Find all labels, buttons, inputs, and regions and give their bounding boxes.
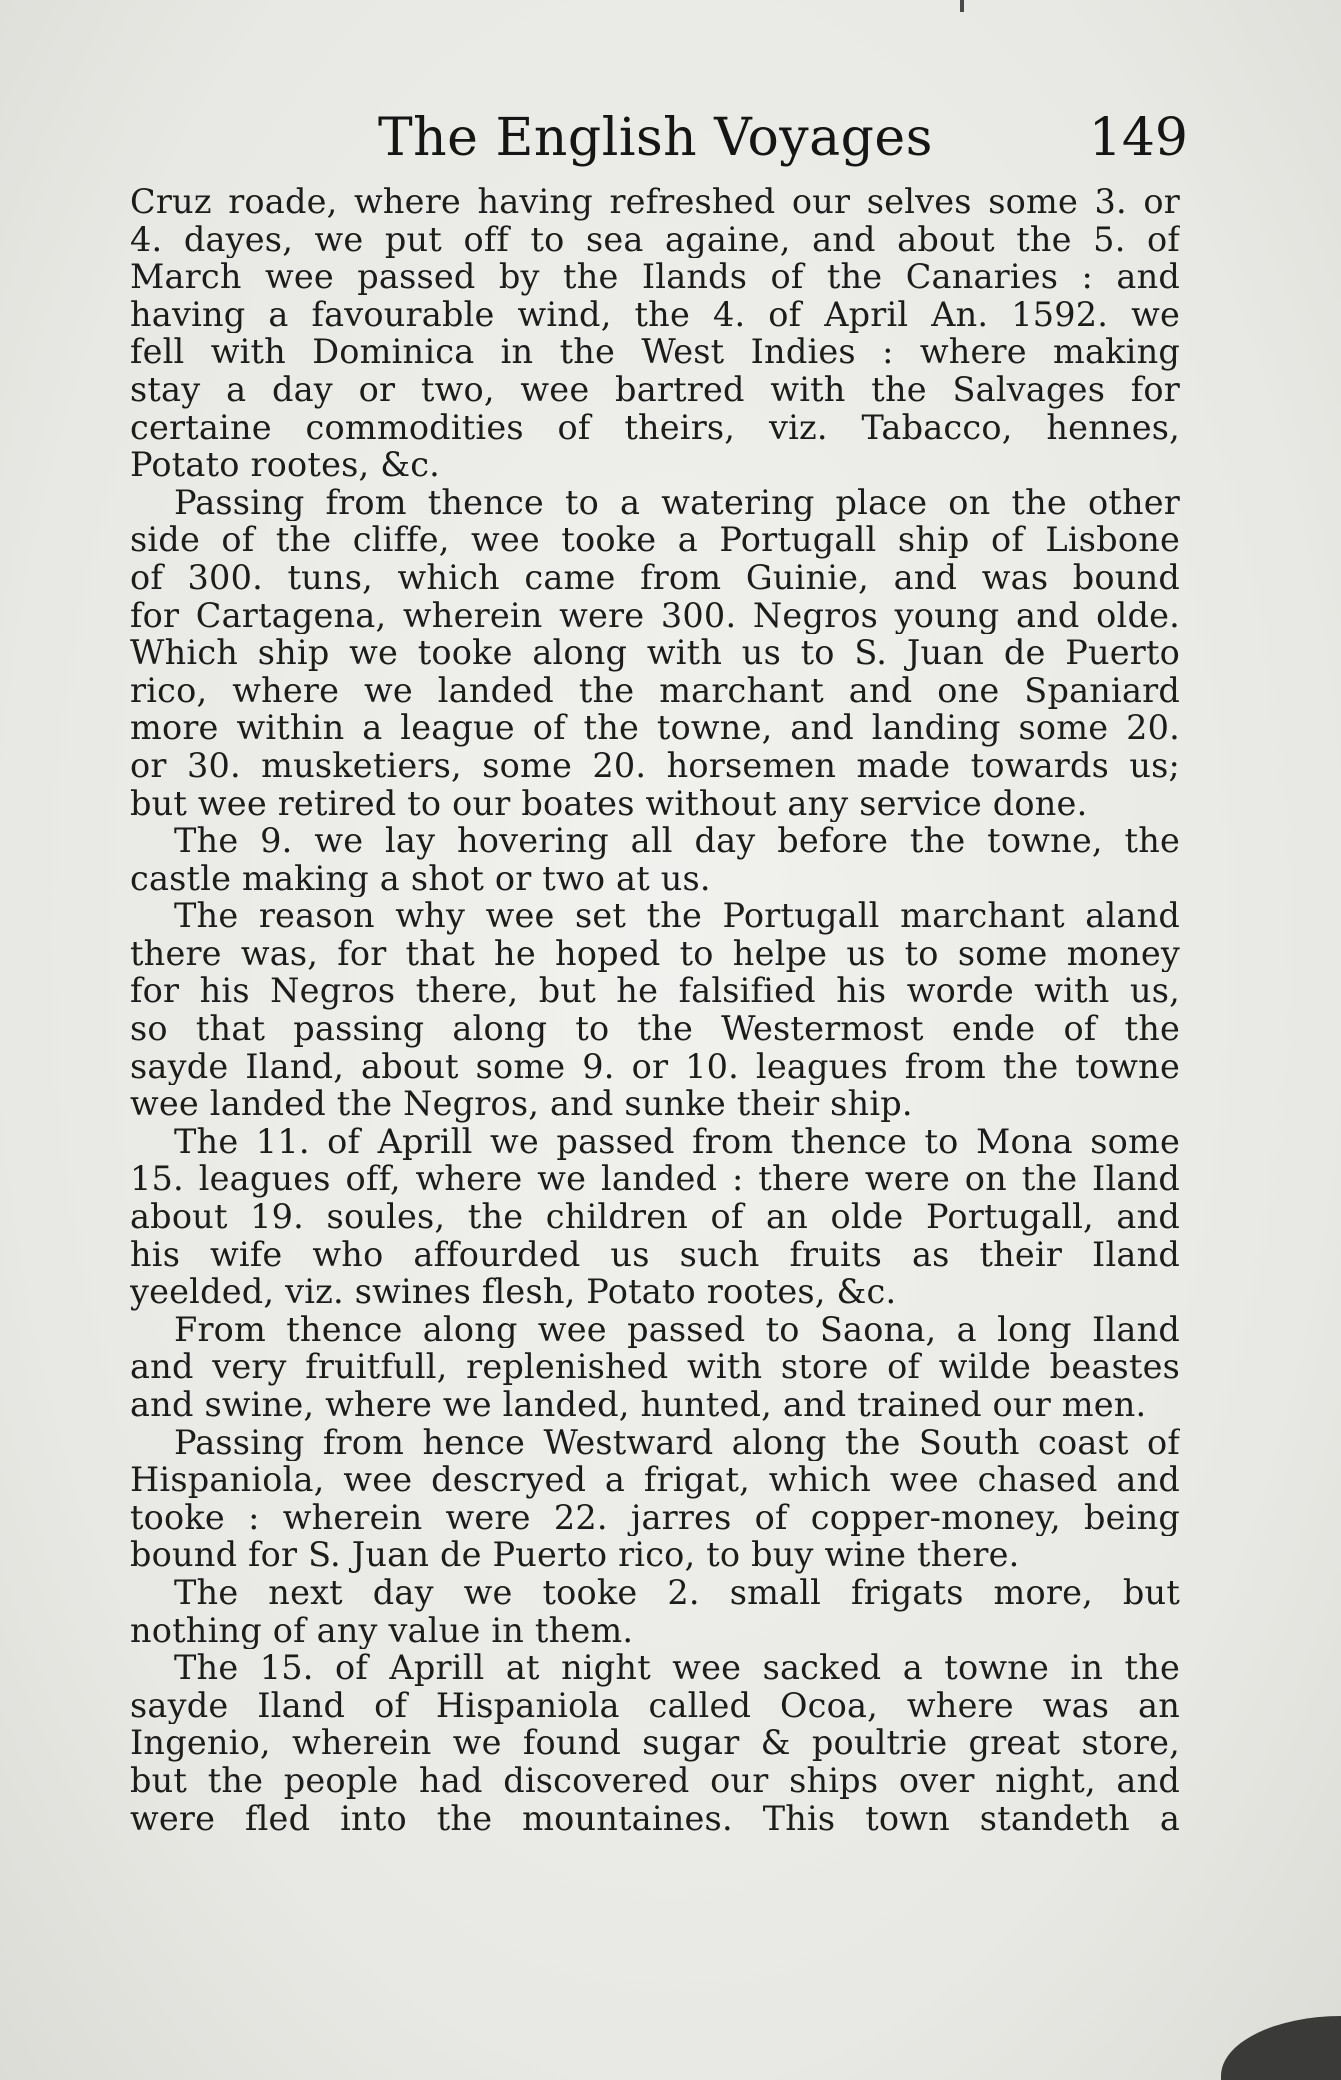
text-line: 15. leagues off, where we landed : there were on the Iland [130,1160,1180,1199]
text-line: 4. dayes, we put off to sea againe, and about the 5. of [130,220,1180,259]
paragraph [130,1311,1180,1424]
text-line: Ingenio, wherein we found sugar & poultrie great store, [130,1724,1180,1762]
running-title: The English Voyages [378,108,933,168]
running-head [128,108,1188,180]
text-line: Cruz roade, where having refreshed our selves some 3. or [130,183,1180,221]
text-line: March wee passed by the Ilands of the Canaries : and [130,258,1180,296]
text-line: The 11. of Aprill we passed from thence to Mona some [174,1122,1180,1161]
text-line: The reason why wee set the Portugall marchant aland [174,897,1180,935]
text-line: and very fruitfull, replenished with store of wilde beastes [130,1348,1180,1386]
text-line: nothing of any value in them. [130,1611,634,1650]
paragraph [130,897,1180,1123]
paragraph [130,1574,1180,1649]
text-line: Hispaniola, wee descryed a frigat, which wee chased and [130,1461,1180,1499]
text-line: side of the cliffe, wee tooke a Portugall ship of Lisbone [130,521,1180,559]
text-line: wee landed the Negros, and sunke their ship. [130,1085,913,1123]
text-line: The 9. we lay hovering all day before the towne, the [174,822,1180,860]
text-line: of 300. tuns, which came from Guinie, and was bound [130,558,1180,597]
text-line: Which ship we tooke along with us to S. Juan de Puerto [130,634,1180,672]
text-line: and swine, where we landed, hunted, and trained our men. [130,1386,1147,1424]
paragraph [130,1424,1180,1574]
text-line: From thence along wee passed to Saona, a long Iland [174,1310,1180,1349]
text-line: but wee retired to our boates without any service done. [130,784,1088,823]
body-text [130,183,1180,1837]
text-line: yeelded, viz. swines flesh, Potato rootes, &c. [130,1273,897,1311]
text-line: The next day we tooke 2. small frigats more, but [174,1573,1180,1612]
text-line: having a favourable wind, the 4. of April An. 1592. we [130,295,1180,334]
paragraph [130,1123,1180,1311]
text-line: sayde Iland, about some 9. or 10. leagues from the towne [130,1047,1180,1086]
text-line: stay a day or two, wee bartred with the Salvages for [130,370,1180,409]
text-line: his wife who affourded us such fruits as their Iland [130,1235,1180,1274]
text-line: certaine commodities of theirs, viz. Tabacco, hennes, [130,408,1180,447]
text-line: tooke : wherein were 22. jarres of copper-money, being [130,1498,1180,1537]
text-line: for his Negros there, but he falsified his worde with us, [130,972,1180,1011]
text-line: about 19. soules, the children of an olde Portugall, and [130,1198,1180,1236]
text-line: rico, where we landed the marchant and one Spaniard [130,671,1180,710]
text-line: bound for S. Juan de Puerto rico, to buy wine there. [130,1536,1020,1574]
text-line: were fled into the mountaines. This town standeth a [130,1799,1180,1838]
text-line: or 30. musketiers, some 20. horsemen made towards us; [130,746,1180,785]
paragraph [130,1649,1180,1837]
scan-speck [960,0,964,12]
text-line: sayde Iland of Hispaniola called Ocoa, where was an [130,1686,1180,1725]
text-line: castle making a shot or two at us. [130,859,711,898]
page-number: 149 [1088,108,1188,168]
text-line: there was, for that he hoped to helpe us to some money [130,934,1180,973]
text-line: more within a league of the towne, and landing some 20. [130,709,1180,747]
paragraph [130,822,1180,897]
text-line: for Cartagena, wherein were 300. Negros young and olde. [130,596,1180,635]
text-line: Passing from hence Westward along the South coast of [174,1423,1180,1462]
paragraph [130,183,1180,484]
text-line: Potato rootes, &c. [130,446,441,484]
text-line: The 15. of Aprill at night wee sacked a towne in the [174,1649,1180,1687]
text-line: Passing from thence to a watering place on the other [174,483,1180,522]
scan-edge-shadow [1221,2016,1341,2080]
text-line: fell with Dominica in the West Indies : where making [130,333,1180,371]
paragraph [130,484,1180,822]
text-line: but the people had discovered our ships over night, and [130,1761,1180,1800]
text-line: so that passing along to the Westermost ende of the [130,1010,1180,1048]
